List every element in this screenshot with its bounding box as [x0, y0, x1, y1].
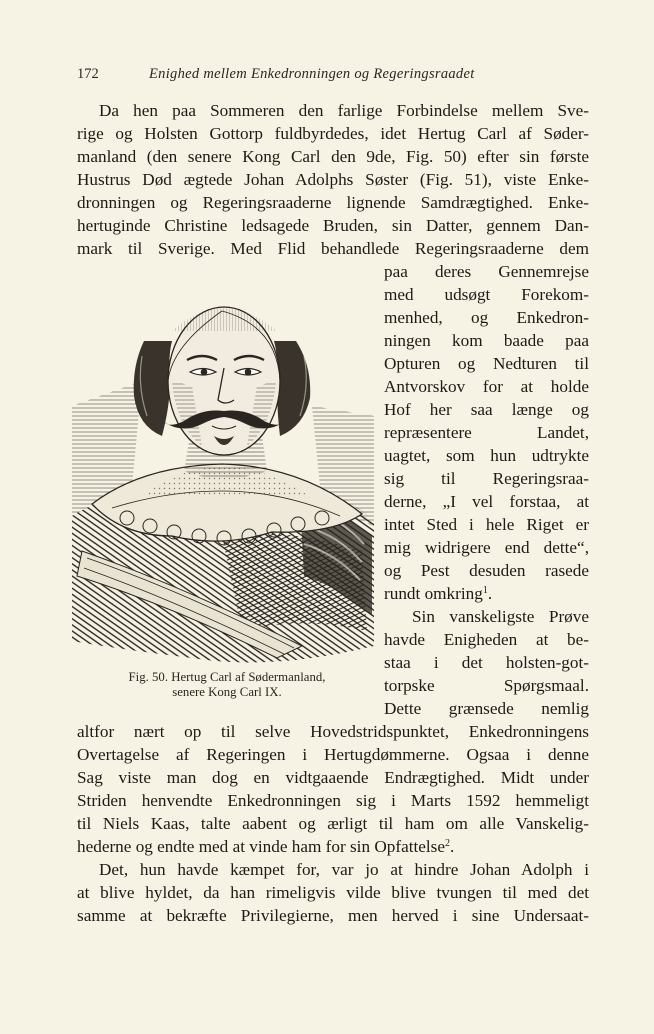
text-line: mark til Sverige. Med Flid behandlede Regeringsraaderne dem [77, 239, 589, 258]
text-line: hertuginde Christine ledsagede Bruden, sin Datter, gennem Dan- [77, 216, 589, 235]
text-line: Hustrus Død ægtede Johan Adolphs Søster (Fig. 51), viste Enke- [77, 170, 589, 189]
page-number: 172 [77, 66, 99, 82]
text-line: havde Enigheden at be- [384, 630, 589, 649]
caption-line-2: senere Kong Carl IX. [172, 685, 282, 699]
text-line: at blive hyldet, da han rimeligvis vilde blive tvungen til med det [77, 883, 589, 902]
text-line: uagtet, som hun udtrykte [384, 446, 589, 465]
text-line: ningen kom baade paa [384, 331, 589, 350]
text-line: Det, hun havde kæmpet for, var jo at hindre Johan Adolph i [99, 860, 589, 879]
text-line: paa deres Gennemrejse [384, 262, 589, 281]
text-line: samme at bekræfte Privilegierne, men herved i sine Undersaat- [77, 906, 589, 925]
caption-line-1: Fig. 50. Hertug Carl af Sødermanland, [128, 670, 326, 684]
text-line: manland (den senere Kong Carl den 9de, Fig. 50) efter sin første [77, 147, 589, 166]
text-fragment: rundt omkring [384, 584, 483, 603]
text-line [77, 835, 589, 858]
text-line: Hof her saa længe og [384, 400, 589, 419]
text-line: Dette grænsede nemlig [384, 699, 589, 718]
text-line: med udsøgt Forekom- [384, 285, 589, 304]
text-line: Antvorskov for at holde [384, 377, 589, 396]
running-title: Enighed mellem Enkedronningen og Regeringsraadet [149, 66, 475, 82]
text-line: rige og Holsten Gottorp fuldbyrdedes, idet Hertug Carl af Søder- [77, 124, 589, 143]
text-line: og Pest desuden rasede [384, 561, 589, 580]
footnote-marker: 2 [444, 838, 450, 849]
text-line: Overtagelse af Regeringen i Hertugdømmerne. Ogsaa i denne [77, 745, 589, 764]
footnote-marker: 1 [482, 585, 488, 596]
text-fragment: hederne og endte med at vinde ham for sin Opfattelse [77, 837, 445, 856]
text-line: derne, „I vel forstaa, at [384, 492, 589, 511]
text-fragment: . [487, 584, 493, 603]
text-line: intet Sted i hele Riget er [384, 515, 589, 534]
text-line: dronningen og Regeringsraaderne lignende Samdrægtighed. Enke- [77, 193, 589, 212]
text-line [384, 582, 589, 605]
text-fragment: . [449, 837, 455, 856]
text-line: staa i det holsten-got- [384, 653, 589, 672]
text-line: altfor nært op til selve Hovedstridspunktet, Enkedronningens [77, 722, 589, 741]
text-line: torpske Spørgsmaal. [384, 676, 589, 695]
text-line: til Niels Kaas, talte aabent og ærligt til ham om alle Vanskelig- [77, 814, 589, 833]
text-line: Sag viste man dog en vidtgaaende Endrægtighed. Midt under [77, 768, 589, 787]
text-line: Striden henvendte Enkedronningen sig i Marts 1592 hemmeligt [77, 791, 589, 810]
text-line: repræsentere Landet, [384, 423, 589, 442]
text-line: sig til Regeringsraa- [384, 469, 589, 488]
portrait-engraving [72, 286, 374, 664]
text-line: mig widrigere end dette“, [384, 538, 589, 557]
text-line: Da hen paa Sommeren den farlige Forbindelse mellem Sve- [99, 101, 589, 120]
text-line: menhed, og Enkedron- [384, 308, 589, 327]
text-line: Sin vanskeligste Prøve [412, 607, 589, 626]
figure-caption [88, 670, 366, 700]
text-line: Opturen og Nedturen til [384, 354, 589, 373]
